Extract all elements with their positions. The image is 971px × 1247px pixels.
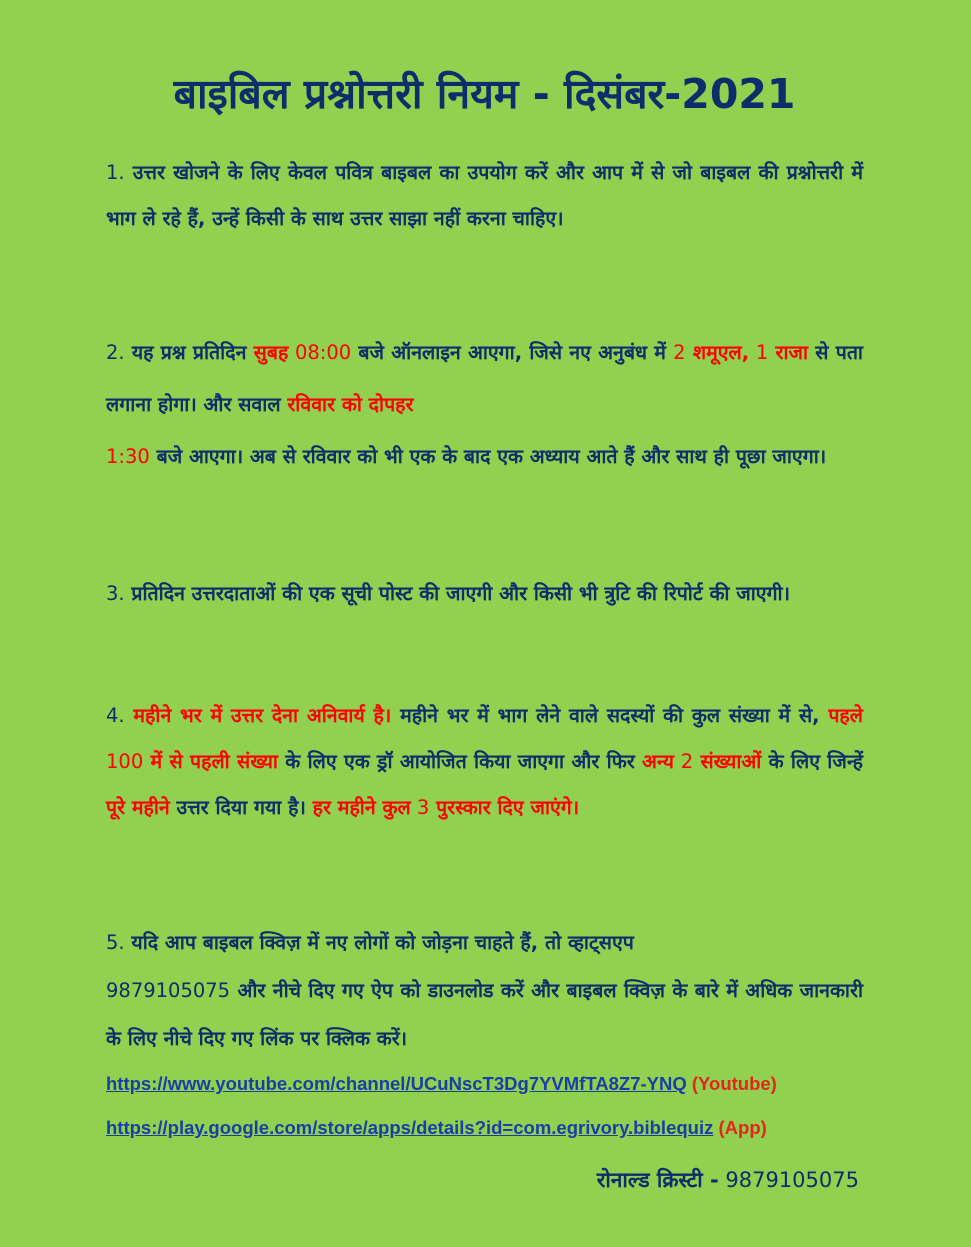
rule-2-time-morning: 08:00 [288,341,352,364]
rule-1-text: उत्तर खोजने के लिए केवल पवित्र बाइबल का उपयोग करें और आप में से जो बाइबल की प्रश्नोत्तरी में भाग ले रहे हैं, उन्हें किसी के साथ उत्तर साझा नहीं करना चाहिए। [106,161,863,230]
rule-5 [106,919,863,1063]
rule-5-number: 5. [106,931,125,954]
rule-2-number-2: 2 [673,341,686,364]
rule-4-number-3: 3 [410,796,430,819]
page-title: बाइबिल प्रश्नोत्तरी नियम - दिसंबर-2021 [173,70,796,118]
rule-2-highlight-sunday: रविवार को दोपहर [287,393,414,416]
rule-3 [106,568,863,619]
rule-4-highlight-first-number: में से पहली संख्या [143,750,278,773]
rule-3-number: 3. [106,582,125,605]
signature-phone: 9879105075 [718,1168,859,1192]
rule-4-text-c: के लिए जिन्हें [761,750,864,773]
rule-4-highlight-full-month: पूरे महीने [106,796,170,819]
rule-4-highlight-prizes: पुरस्कार दिए जाएंगे। [429,796,580,819]
rule-2-text-b: बजे ऑनलाइन आएगा, जिसे नए अनुबंध में [351,341,674,364]
rule-4 [106,693,863,831]
rule-4-number-100: 100 [106,750,144,773]
whatsapp-number: 9879105075 [106,979,231,1002]
youtube-link-tag: (Youtube) [691,1073,777,1094]
signature [597,1166,859,1194]
rule-2-time-sunday: 1:30 [106,445,150,468]
rule-5-text-b: और नीचे दिए गए ऐप को डाउनलोड करें और बाइबल क्विज़ के बारे में अधिक जानकारी के लिए नीचे दिए गए लिंक पर क्लिक करें। [106,979,863,1050]
signature-name: रोनाल्ड क्रिस्टी - [596,1168,719,1192]
rule-2-text-c: से पता लगाना होगा। और सवाल [106,341,863,416]
rule-2-highlight-morning: सुबह [253,341,289,364]
rule-3-text: प्रतिदिन उत्तरदाताओं की एक सूची पोस्ट की जाएगी और किसी भी त्रुटि की रिपोर्ट की जाएगी। [124,582,790,605]
rule-4-highlight-mandatory: महीने भर में उत्तर देना अनिवार्य है। [124,704,392,727]
play-store-link[interactable]: https://play.google.com/store/apps/details?id=com.egrivory.biblequiz [106,1117,714,1138]
rule-2-text-d: बजे आएगा। अब से रविवार को भी एक के बाद एक अध्याय आते हैं और साथ ही पूछा जाएगा। [149,445,827,468]
rule-2-highlight-samuel: शमूएल, [685,341,750,364]
rule-1 [106,150,863,242]
rule-4-highlight-first: पहले [828,704,863,727]
rule-2-number: 2. [106,341,125,364]
rule-2-highlight-kings: राजा [768,341,809,364]
rule-4-text-d: उत्तर दिया गया है। [169,796,313,819]
rule-4-number: 4. [106,704,125,727]
rule-2 [106,327,863,483]
rule-5-text-a: यदि आप बाइबल क्विज़ में नए लोगों को जोड़ना चाहते हैं, तो व्हाट्सएप [124,931,634,954]
rule-4-number-2: 2 [673,750,694,773]
youtube-link-row [106,1073,863,1095]
rule-4-highlight-numbers: संख्याओं [693,750,762,773]
rule-1-number: 1. [106,161,125,184]
app-link-row [106,1117,863,1139]
app-link-tag: (App) [718,1117,767,1138]
youtube-link[interactable]: https://www.youtube.com/channel/UCuNscT3Dg7YVMfTA8Z7-YNQ [106,1073,687,1094]
rule-4-highlight-every-month: हर महीने कुल [312,796,411,819]
rule-2-number-1: 1 [749,341,769,364]
rule-4-text-a: महीने भर में भाग लेने वाले सदस्यों की कुल संख्या में से, [391,704,829,727]
rule-4-highlight-other: अन्य [642,750,674,773]
rule-2-text-a: यह प्रश्न प्रतिदिन [124,341,254,364]
rule-4-text-b: के लिए एक ड्रॉ आयोजित किया जाएगा और फिर [277,750,643,773]
